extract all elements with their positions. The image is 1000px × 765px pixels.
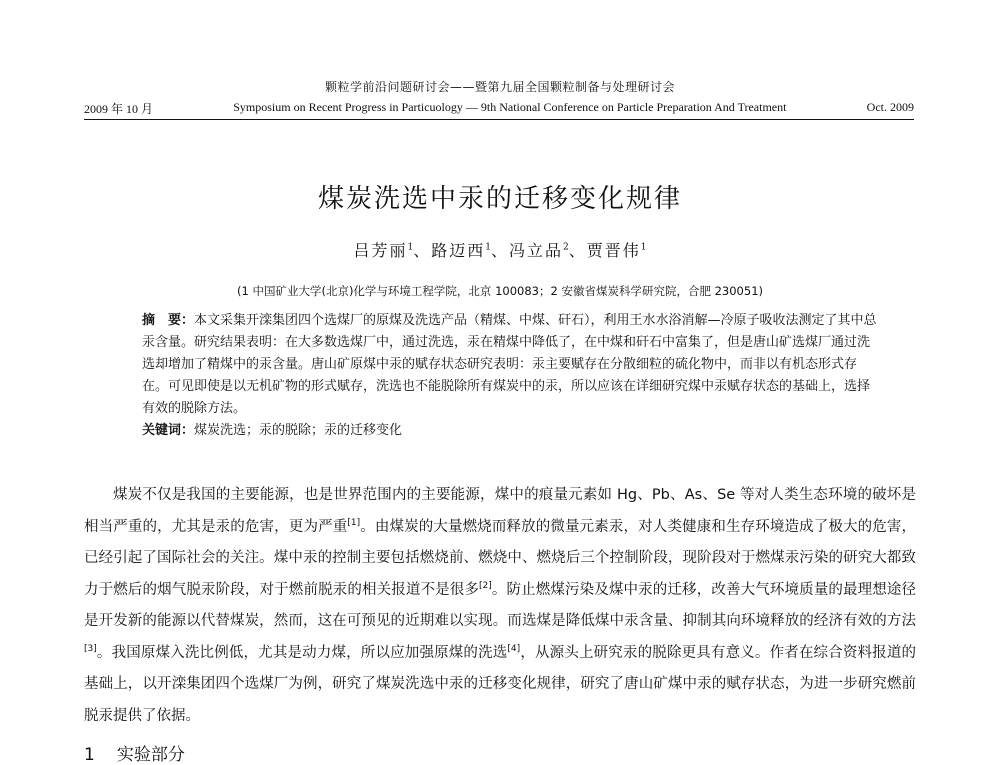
author-name: 吕芳丽	[353, 241, 408, 260]
author-separator: 、	[490, 241, 509, 260]
keywords-text: 煤炭洗选；汞的脱除；汞的迁移变化	[194, 423, 403, 438]
author-separator: 、	[413, 241, 432, 260]
intro-text: 。我国原煤入洗比例低，尤其是动力煤，所以应加强原煤的洗选	[96, 644, 508, 661]
section-number: 1	[84, 745, 95, 765]
author-name: 贾晋伟	[586, 241, 641, 260]
intro-text: 煤炭不仅是我国的主要能源，也是世界范围内的主要能源，煤中的痕量元素如 Hg、Pb、As、Se 等对人类生态环境的破坏是相当严重的，尤其是汞的危害，更为严重	[84, 487, 916, 535]
author-affiliation-mark: 1	[485, 242, 491, 253]
header-rule	[84, 119, 914, 120]
header-date-en: Oct. 2009	[866, 100, 914, 114]
citation-ref: [1]	[347, 517, 361, 528]
intro-text: 。防止燃煤污染及煤中汞的迁移，改善大气环境质量的最理想途径是开发新的能源以代替煤炭，然而，这在可预见的近期难以实现。而选煤是降低煤中汞含量、抑制其向环境释放的经济有效的方法	[84, 581, 917, 629]
intro-text: ，从源头上研究汞的脱除更具有意义。作者在综合资料报道的基础上，以开滦集团四个选煤厂为例，研究了煤炭洗选中汞的迁移变化规律，研究了唐山矿煤中汞的赋存状态，为进一步研究燃前脱汞提供了依据。	[84, 644, 917, 724]
abstract-label: 摘 要：	[142, 313, 195, 328]
author-list	[0, 238, 1000, 261]
affiliations: (1 中国矿业大学(北京)化学与环境工程学院，北京 100083；2 安徽省煤炭科学研究院，合肥 230051)	[237, 284, 763, 298]
citation-ref: [2]	[479, 580, 492, 591]
author-name: 路迈西	[431, 241, 486, 260]
abstract	[142, 310, 882, 420]
running-header-cn: 颗粒学前沿问题研讨会——暨第九届全国颗粒制备与处理研讨会	[324, 80, 675, 94]
section-title: 实验部分	[116, 745, 185, 765]
intro-text: 。由煤炭的大量燃烧而释放的微量元素汞，对人类健康和生存环境造成了极大的危害，已经引起了国际社会的关注。煤中汞的控制主要包括燃烧前、燃烧中、燃烧后三个控制阶段，现阶段对于燃煤汞污染的研究大都致力于燃后的烟气脱汞阶段，对于燃前脱汞的相关报道不是很多	[84, 518, 917, 598]
section-heading	[84, 740, 185, 765]
header-conference-en: Symposium on Recent Progress in Particuology — 9th National Conference on Particle Preparation And Treatment	[233, 100, 787, 114]
abstract-text: 本文采集开滦集团四个选煤厂的原煤及洗选产品（精煤、中煤、矸石），利用王水水浴消解—冷原子吸收法测定了其中总汞含量。研究结果表明：在大多数选煤厂中，通过洗选，汞在精煤中降低了，在中煤和矸石中富集了，但是唐山矿选煤厂通过洗选却增加了精煤中的汞含量。唐山矿原煤中汞的赋存状态研究表明：汞主要赋存在分散细粒的硫化物中，而非以有机态形式存在。可见即使是以无机矿物的形式赋存，洗选也不能脱除所有煤炭中的汞，所以应该在详细研究煤中汞赋存状态的基础上，选择有效的脱除方法。	[142, 313, 877, 416]
author-affiliation-mark: 2	[563, 242, 569, 253]
author-affiliation-mark: 1	[640, 242, 647, 253]
paper-title: 煤炭洗选中汞的迁移变化规律	[317, 184, 682, 214]
keywords-label: 关键词：	[142, 423, 195, 438]
header-date-cn: 2009 年 10 月	[84, 102, 154, 116]
citation-ref: [4]	[507, 643, 521, 654]
introduction-paragraph	[84, 480, 916, 732]
author-name: 冯立品	[509, 241, 564, 260]
author-affiliation-mark: 1	[407, 242, 414, 253]
running-header-en	[84, 100, 914, 117]
author-separator: 、	[568, 241, 587, 260]
citation-ref: [3]	[84, 643, 97, 654]
keywords	[142, 420, 882, 442]
